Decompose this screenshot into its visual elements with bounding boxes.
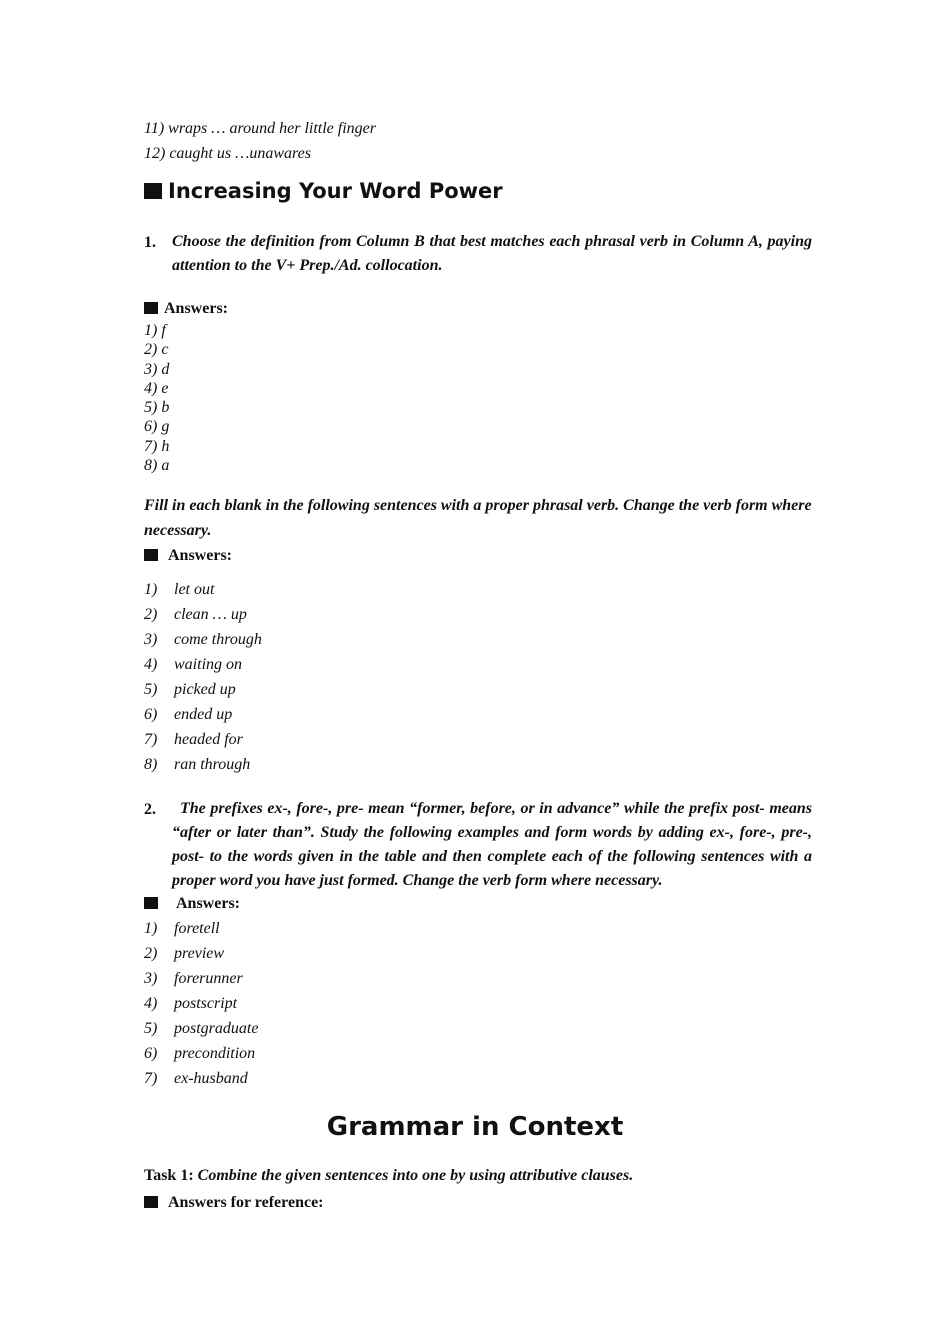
list-item: 3) come through [144, 631, 262, 648]
answers-header [144, 301, 228, 317]
list-item: 8) a [144, 457, 170, 475]
answers-label: Answers: [168, 547, 232, 564]
square-bullet-icon [144, 183, 162, 199]
list-item: 3) d [144, 360, 170, 378]
answers-list [144, 321, 169, 475]
task-instruction: Combine the given sentences into one by using attributive clauses. [197, 1167, 634, 1184]
list-item: 1) f [144, 322, 166, 339]
answers-header [144, 548, 232, 564]
list-item: 6) ended up [144, 706, 233, 723]
square-bullet-icon [144, 1196, 158, 1208]
task-line [144, 1167, 633, 1185]
top-item: 12) caught us …unawares [144, 145, 311, 162]
answers-header [144, 1195, 324, 1211]
answers-header [144, 896, 240, 912]
list-item: 2) clean … up [144, 606, 247, 623]
square-bullet-icon [144, 302, 158, 314]
list-item: 7) h [144, 437, 170, 455]
answers-label: Answers: [176, 895, 240, 912]
square-bullet-icon [144, 549, 158, 561]
exercise-number: 1. [144, 234, 156, 251]
exercise-instruction: Fill in each blank in the following sentences with a proper phrasal verb. Change the verb form where necessary. [144, 497, 812, 539]
answers-list [144, 577, 262, 777]
list-item: 1) foretell [144, 920, 220, 937]
list-item: 5) postgraduate [144, 1020, 259, 1037]
list-item: 6) precondition [144, 1045, 256, 1062]
list-item: 4) waiting on [144, 656, 243, 673]
list-item: 1) let out [144, 581, 215, 598]
square-bullet-icon [144, 897, 158, 909]
exercise-instruction: The prefixes ex-, fore-, pre- mean “former, before, or in advance” while the prefix post- means “after or later than”. Study the following examples and form words by adding ex-, fore-, pre-, post- to the words given in the table and then complete each of the following sentences with a proper word you have just formed. Change the verb form where necessary. [172, 800, 812, 889]
section-heading-grammar: Grammar in Context [326, 1112, 624, 1142]
list-item: 4) e [144, 379, 169, 397]
answers-label: Answers: [164, 300, 228, 317]
list-item: 7) headed for [144, 731, 243, 748]
answers-label: Answers for reference: [168, 1194, 324, 1211]
list-item: 3) forerunner [144, 970, 243, 987]
list-item: 4) postscript [144, 995, 238, 1012]
exercise-instruction: Choose the definition from Column B that best matches each phrasal verb in Column A, paying attention to the V+ Prep./Ad. collocation. [172, 233, 812, 274]
section-title: Increasing Your Word Power [168, 179, 503, 203]
list-item: 2) preview [144, 945, 225, 962]
list-item: 2) c [144, 341, 169, 359]
section-heading-word-power [144, 179, 503, 203]
list-item: 8) ran through [144, 756, 251, 773]
exercise-number: 2. [144, 801, 156, 818]
list-item: 7) ex-husband [144, 1070, 248, 1087]
answers-list [144, 916, 258, 1091]
top-item: 11) wraps … around her little finger [144, 120, 376, 137]
list-item: 5) picked up [144, 681, 236, 698]
task-label: Task 1: [144, 1167, 194, 1184]
list-item: 6) g [144, 418, 170, 436]
list-item: 5) b [144, 399, 170, 417]
